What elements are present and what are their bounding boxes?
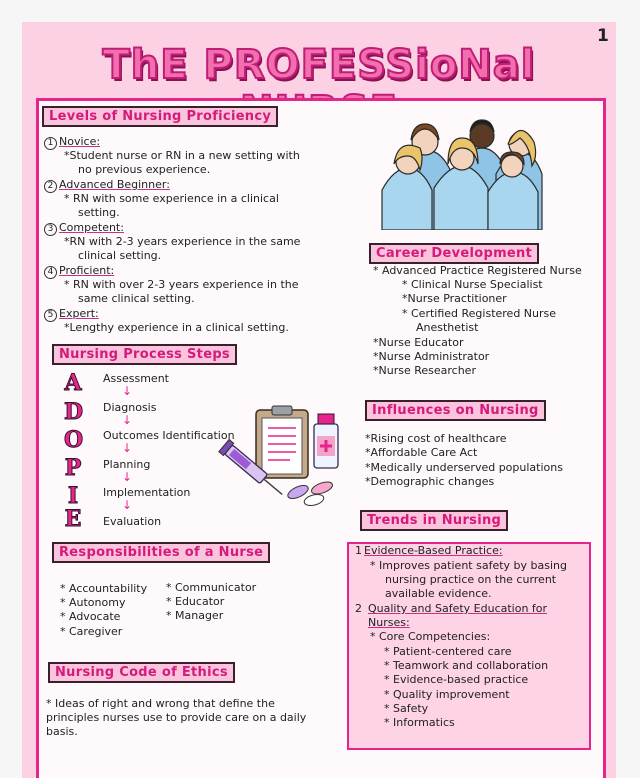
influence-item: *Demographic changes xyxy=(365,475,495,488)
down-arrow-icon: ↓ xyxy=(122,441,133,455)
down-arrow-icon: ↓ xyxy=(122,384,133,398)
career-item: *Nurse Researcher xyxy=(373,364,476,377)
level-desc: * RN with some experience in a clinical xyxy=(64,192,279,205)
competency-item: * Teamwork and collaboration xyxy=(384,659,549,672)
competency-item: * Safety xyxy=(384,702,429,715)
process-step: Outcomes Identification xyxy=(103,429,235,442)
trend-title: Nurses: xyxy=(368,616,410,629)
trend-text: available evidence. xyxy=(385,587,492,600)
competency-item: * Informatics xyxy=(384,716,455,729)
medicine-vial-icon xyxy=(314,414,338,468)
level-name: Novice: xyxy=(59,135,101,148)
level-desc: setting. xyxy=(78,206,120,219)
level-item-expert xyxy=(44,307,99,322)
competency-item: * Evidence-based practice xyxy=(384,673,529,686)
level-number: 2 xyxy=(44,180,57,193)
level-name: Advanced Beginner: xyxy=(59,178,170,191)
adopie-letter: I xyxy=(67,483,79,509)
process-heading: Nursing Process Steps xyxy=(52,344,237,365)
level-item-proficient xyxy=(44,264,114,279)
level-name: Competent: xyxy=(59,221,124,234)
down-arrow-icon: ↓ xyxy=(122,498,133,512)
career-item: *Nurse Educator xyxy=(373,336,464,349)
trend-text: * Improves patient safety by basing xyxy=(370,559,567,572)
pills-icon xyxy=(286,480,334,508)
level-name: Proficient: xyxy=(59,264,115,277)
career-item: * Certified Registered Nurse xyxy=(402,307,557,320)
level-item-advanced-beginner xyxy=(44,178,170,193)
career-item: * Advanced Practice Registered Nurse xyxy=(373,264,582,277)
ethics-text: * Ideas of right and wrong that define the xyxy=(46,697,275,710)
responsibilities-heading: Responsibilities of a Nurse xyxy=(52,542,270,563)
level-desc: clinical setting. xyxy=(78,249,162,262)
competency-item: * Quality improvement xyxy=(384,688,510,701)
level-desc: same clinical setting. xyxy=(78,292,195,305)
ethics-heading: Nursing Code of Ethics xyxy=(48,662,235,683)
influence-item: *Affordable Care Act xyxy=(365,446,478,459)
career-item: *Nurse Administrator xyxy=(373,350,490,363)
level-number: 4 xyxy=(44,266,57,279)
trend-text: * Core Competencies: xyxy=(370,630,491,643)
competency-item: * Patient-centered care xyxy=(384,645,512,658)
clipboard-icon xyxy=(256,406,308,478)
career-item: Anesthetist xyxy=(416,321,479,334)
career-heading: Career Development xyxy=(369,243,539,264)
process-step: Implementation xyxy=(103,486,191,499)
career-item: * Clinical Nurse Specialist xyxy=(402,278,543,291)
levels-heading: Levels of Nursing Proficiency xyxy=(42,106,278,127)
trend-text: nursing practice on the current xyxy=(385,573,557,586)
adopie-letter: O xyxy=(64,427,84,453)
ethics-text: basis. xyxy=(46,725,78,738)
level-name: Expert: xyxy=(59,307,99,320)
responsibility-item: * Autonomy xyxy=(60,596,126,609)
ethics-text: principles nurses use to provide care on a daily xyxy=(46,711,307,724)
down-arrow-icon: ↓ xyxy=(122,413,133,427)
page-number: 1 xyxy=(597,26,609,46)
level-number: 5 xyxy=(44,309,57,322)
level-desc: *RN with 2-3 years experience in the same xyxy=(64,235,301,248)
responsibility-item: * Advocate xyxy=(60,610,121,623)
down-arrow-icon: ↓ xyxy=(122,470,133,484)
page-title: ThE PROFESSioNal xyxy=(102,42,536,88)
nurses-group-illustration xyxy=(378,104,548,230)
influence-item: *Rising cost of healthcare xyxy=(365,432,507,445)
level-desc: * RN with over 2-3 years experience in the xyxy=(64,278,299,291)
trend-title: Quality and Safety Education for xyxy=(368,602,548,615)
adopie-letter: A xyxy=(64,370,82,396)
trend-number: 2 xyxy=(355,602,362,615)
process-step: Assessment xyxy=(103,372,169,385)
responsibility-item: * Educator xyxy=(166,595,225,608)
level-desc: *Lengthy experience in a clinical setting. xyxy=(64,321,289,334)
level-item-competent xyxy=(44,221,124,236)
responsibility-item: * Caregiver xyxy=(60,625,123,638)
trends-heading: Trends in Nursing xyxy=(360,510,508,531)
responsibility-item: * Communicator xyxy=(166,581,257,594)
process-step: Diagnosis xyxy=(103,401,157,414)
process-step: Evaluation xyxy=(103,515,162,528)
career-item: *Nurse Practitioner xyxy=(402,292,507,305)
level-desc: no previous experience. xyxy=(78,163,211,176)
level-number: 3 xyxy=(44,223,57,236)
influences-heading: Influences on Nursing xyxy=(365,400,546,421)
adopie-letter: E xyxy=(64,506,82,532)
level-number: 1 xyxy=(44,137,57,150)
level-item-novice xyxy=(44,135,100,150)
medical-supplies-illustration xyxy=(218,400,358,510)
adopie-letter: D xyxy=(64,399,84,425)
responsibility-item: * Accountability xyxy=(60,582,148,595)
influence-item: *Medically underserved populations xyxy=(365,461,563,474)
responsibility-item: * Manager xyxy=(166,609,224,622)
trend-title: Evidence-Based Practice: xyxy=(364,544,503,557)
level-desc: *Student nurse or RN in a new setting with xyxy=(64,149,300,162)
trend-number: 1 xyxy=(355,544,362,557)
process-step: Planning xyxy=(103,458,151,471)
adopie-letter: P xyxy=(64,455,82,481)
